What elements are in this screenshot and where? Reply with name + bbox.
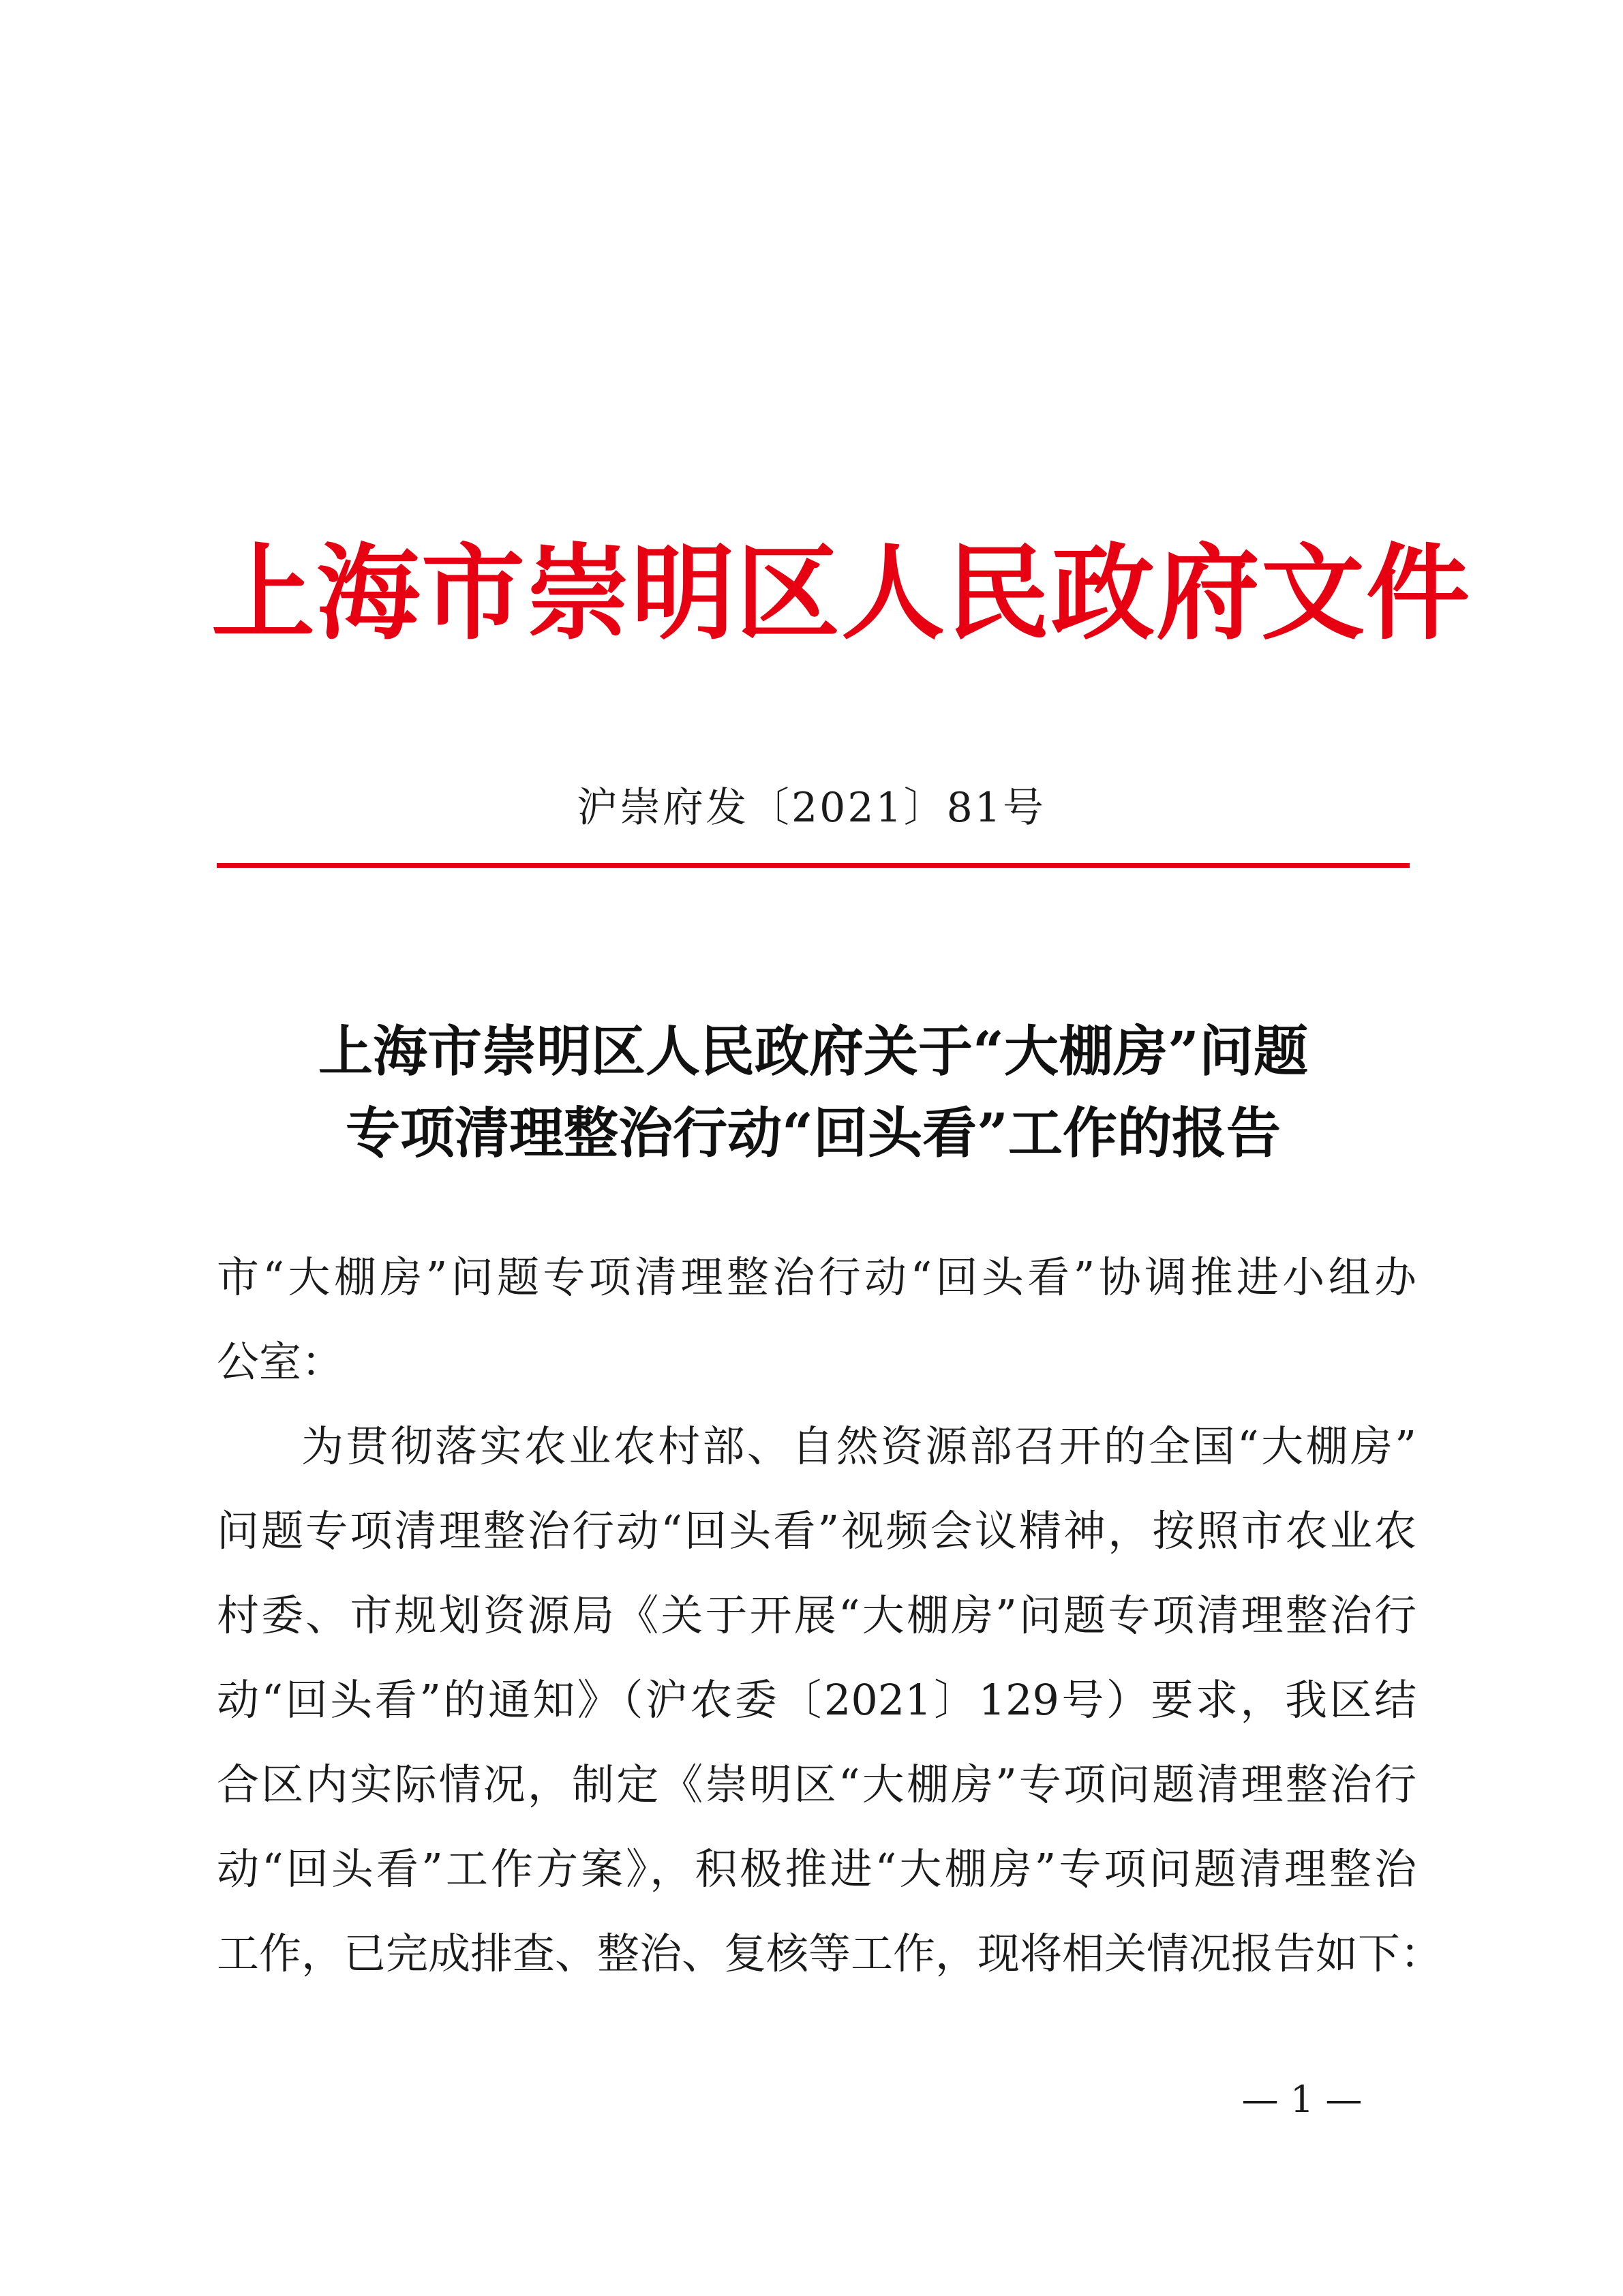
- red-separator-line: [217, 863, 1410, 868]
- paragraph-line: 为贯彻落实农业农村部、自然资源部召开的全国“大棚房”: [301, 1421, 1416, 1471]
- paragraph-line: 问题专项清理整治行动“回头看”视频会议精神，按照市农业农: [217, 1506, 1416, 1556]
- document-number: 沪崇府发〔2021〕81号: [576, 784, 1046, 832]
- report-title-line-2: 专项清理整治行动“回头看”工作的报告: [345, 1101, 1281, 1165]
- addressee-line-2: 公室：: [217, 1337, 344, 1387]
- paragraph-line: 合区内实际情况，制定《崇明区“大棚房”专项问题清理整治行: [217, 1759, 1416, 1809]
- addressee-line-1: 市“大棚房”问题专项清理整治行动“回头看”协调推进小组办: [217, 1252, 1416, 1302]
- paragraph-line: 工作，已完成排查、整治、复核等工作，现将相关情况报告如下：: [217, 1929, 1443, 1978]
- body-text: [217, 1235, 1443, 1996]
- issuer-title: 上海市崇明区人民政府文件: [211, 532, 1471, 654]
- report-title: [217, 1010, 1410, 1174]
- paragraph-line: 村委、市规划资源局《关于开展“大棚房”问题专项清理整治行: [217, 1590, 1416, 1640]
- paragraph-line: 动“回头看”的通知》（沪农委〔2021〕129号）要求，我区结: [217, 1675, 1416, 1725]
- paragraph-line: 动“回头看”工作方案》，积极推进“大棚房”专项问题清理整治: [217, 1844, 1416, 1894]
- report-title-line-1: 上海市崇明区人民政府关于“大棚房”问题: [318, 1019, 1309, 1083]
- page-number: — 1 —: [1241, 2078, 1363, 2121]
